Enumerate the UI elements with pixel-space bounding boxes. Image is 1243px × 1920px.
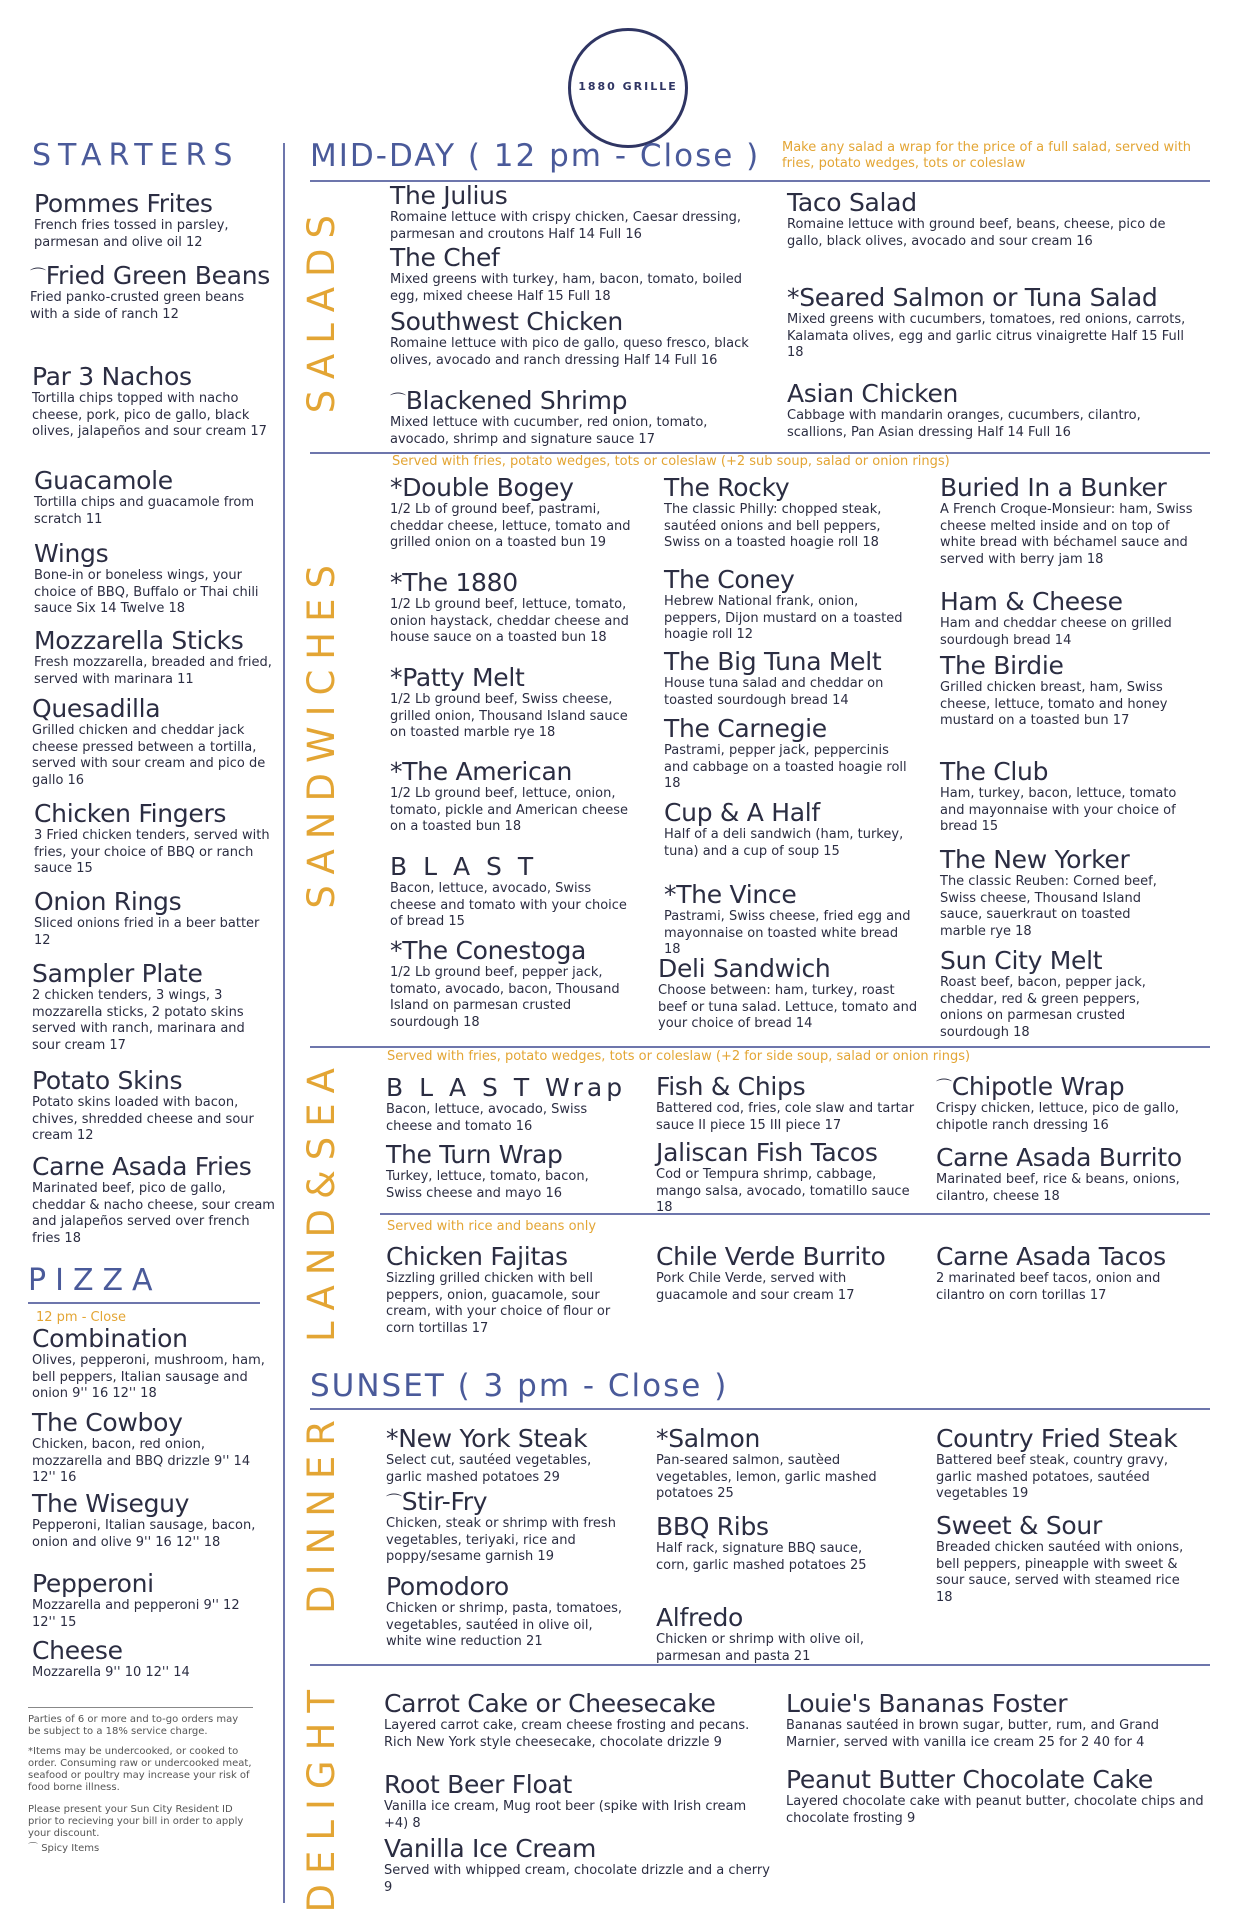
landsea-rule [310, 1046, 1210, 1048]
starters-item [32, 363, 272, 441]
item-name [386, 1141, 626, 1169]
item-name [786, 1766, 1206, 1794]
item-description: Select cut, sautéed vegetables, garlic mashed potatoes 29 [386, 1453, 592, 1485]
starters-item [32, 695, 272, 789]
salads-item [390, 182, 780, 243]
item-name-text: Mozzarella Sticks [34, 626, 244, 655]
dinner-item [386, 1425, 626, 1486]
item-description: Bacon, lettuce, avocado, Swiss cheese and tomato with your choice of bread 15 [390, 881, 627, 930]
item-name [936, 1073, 1186, 1101]
sandwiches-item [664, 881, 914, 959]
item-name-text: Carne Asada Fries [32, 1152, 252, 1181]
pizza-underline [28, 1302, 260, 1304]
item-description: 1/2 Lb of ground beef, pastrami, cheddar cheese, lettuce, tomato and grilled onion on a toasted bun 19 [390, 502, 631, 551]
sandwiches-item [664, 715, 914, 793]
item-description: 1/2 Lb ground beef, pepper jack, tomato, avocado, bacon, Thousand Island on parmesan crusted sourdough 18 [390, 965, 620, 1030]
landsea-item [386, 1141, 626, 1202]
sandwiches-item [664, 648, 924, 709]
item-name [32, 1153, 282, 1181]
sandwiches-item [664, 474, 914, 552]
item-description: A French Croque-Monsieur: ham, Swiss cheese melted inside and on top of white bread with béchamel sauce and served with berry jam 18 [940, 502, 1193, 567]
delight-rule [310, 1664, 1210, 1666]
item-name-text: Pomodoro [386, 1572, 509, 1601]
item-name [34, 888, 264, 916]
logo-text: 1880 GRILLE [578, 80, 678, 93]
item-name [386, 1243, 636, 1271]
item-name-text: *Patty Melt [390, 663, 525, 692]
item-name [34, 190, 264, 218]
midday-note: Make any salad a wrap for the price of a full salad, served with fries, potato wedges, tots or coleslaw [782, 140, 1192, 171]
starters-item [34, 627, 274, 688]
landsea-item [386, 1074, 626, 1135]
item-name-text: The Wiseguy [32, 1489, 190, 1518]
dinner-item [656, 1513, 896, 1574]
item-name [32, 1570, 262, 1598]
item-name-text: The Carnegie [664, 714, 827, 743]
item-description: Mixed greens with turkey, ham, bacon, tomato, boiled egg, mixed cheese Half 15 Full 18 [390, 272, 743, 304]
sandwiches-label: SANDWICHES [300, 555, 343, 909]
sandwiches-item [658, 955, 918, 1033]
item-name-text: The Turn Wrap [386, 1140, 563, 1169]
item-name [936, 1144, 1206, 1172]
item-description: Bananas sautéed in brown sugar, butter, rum, and Grand Marnier, served with vanilla ice cream 25 for 2 40 for 4 [786, 1718, 1160, 1750]
starters-heading: STARTERS [32, 138, 240, 173]
salads-item [787, 189, 1177, 250]
item-description: Served with whipped cream, chocolate drizzle and a cherry 9 [384, 1863, 770, 1895]
footnote-service-charge: Parties of 6 or more and to-go orders may be subject to a 18% service charge. [28, 1714, 239, 1737]
footnote-divider [28, 1707, 253, 1708]
dinner-item [386, 1488, 626, 1566]
item-description: Tortilla chips topped with nacho cheese, pork, pico de gallo, black olives, jalapeños and sour cream 17 [32, 391, 267, 440]
landsea-item [936, 1243, 1196, 1304]
starters-item [34, 540, 274, 618]
pizza-item [32, 1637, 262, 1682]
sandwiches-item [664, 566, 904, 644]
item-name-text: Potato Skins [32, 1066, 183, 1095]
item-name [656, 1243, 916, 1271]
item-name [390, 664, 630, 692]
item-name-text: B L A S T Wrap [386, 1073, 627, 1102]
sandwiches-item [390, 474, 640, 552]
sandwiches-item [940, 474, 1200, 568]
item-name-text: Deli Sandwich [658, 954, 831, 983]
item-description: Mozzarella 9'' 10 12'' 14 [32, 1665, 190, 1680]
dinner-item [936, 1512, 1196, 1606]
item-name-text: Chicken Fingers [34, 799, 227, 828]
item-description: Half of a deli sandwich (ham, turkey, tuna) and a cup of soup 15 [664, 827, 904, 859]
item-name-text: The Julius [390, 181, 508, 210]
item-description: Breaded chicken sautéed with onions, bell peppers, pineapple with sweet & sour sauce, served with steamed rice 18 [936, 1540, 1184, 1605]
sandwiches-item [390, 937, 630, 1031]
sandwiches-item [664, 799, 904, 860]
item-name-text: *Double Bogey [390, 473, 574, 502]
item-name [384, 1690, 774, 1718]
item-description: Olives, pepperoni, mushroom, ham, bell peppers, Italian sausage and onion 9'' 16 12'' 18 [32, 1353, 265, 1402]
delight-item [384, 1771, 774, 1832]
dinner-label: DINNER [300, 1410, 343, 1614]
item-description: House tuna salad and cheddar on toasted sourdough bread 14 [664, 676, 884, 708]
item-name [664, 566, 904, 594]
dinner-item [656, 1604, 906, 1665]
item-name-text: The New Yorker [940, 845, 1130, 874]
item-name [940, 588, 1180, 616]
salads-label: SALADS [300, 205, 343, 414]
item-name-text: Louie's Bananas Foster [786, 1689, 1068, 1718]
item-name [386, 1425, 626, 1453]
item-name-text: The Club [940, 757, 1049, 786]
sandwiches-item [390, 758, 630, 836]
item-name [34, 627, 274, 655]
item-description: Sizzling grilled chicken with bell peppers, onion, guacamole, sour cream, with your choice of flour or corn tortillas 17 [386, 1271, 611, 1336]
chili-icon: ⌒ [386, 1492, 402, 1511]
item-name-text: Cheese [32, 1636, 123, 1665]
item-description: Pepperoni, Italian sausage, bacon, onion and olive 9'' 16 12'' 18 [32, 1518, 256, 1550]
item-name [656, 1073, 916, 1101]
item-name [390, 308, 750, 336]
column-divider [283, 143, 285, 1903]
item-name [656, 1604, 906, 1632]
item-name-text: Buried In a Bunker [940, 473, 1167, 502]
item-name [390, 853, 630, 881]
item-description: Romaine lettuce with crispy chicken, Caesar dressing, parmesan and croutons Half 14 Full 16 [390, 210, 742, 242]
item-name [940, 947, 1180, 975]
sandwiches-item [940, 588, 1180, 649]
starters-item [34, 800, 274, 878]
logo [568, 28, 688, 148]
item-name-text: *The Conestoga [390, 936, 587, 965]
item-name-text: *The American [390, 757, 573, 786]
footnote-resident-id: Please present your Sun City Resident ID prior to recieving your bill in order to apply your discount. [28, 1804, 244, 1839]
item-description: 1/2 Lb ground beef, lettuce, onion, tomato, pickle and American cheese on a toasted bun 18 [390, 786, 629, 835]
item-description: 1/2 Lb ground beef, Swiss cheese, grilled onion, Thousand Island sauce on toasted marble rye 18 [390, 692, 628, 741]
item-name [940, 758, 1180, 786]
item-name-text: *New York Steak [386, 1424, 588, 1453]
footnote-spicy [28, 1843, 99, 1855]
pizza-heading: PIZZA [28, 1263, 162, 1298]
item-name [936, 1425, 1206, 1453]
item-description: Mozzarella and pepperoni 9'' 12 12'' 15 [32, 1598, 240, 1630]
item-name-text: B L A S T [390, 852, 538, 881]
chili-icon: ⌒ [28, 1843, 42, 1854]
sandwiches-item [390, 664, 630, 742]
item-name-text: *Salmon [656, 1424, 761, 1453]
delight-item [384, 1690, 774, 1751]
item-name [384, 1771, 774, 1799]
item-name-text: The Birdie [940, 651, 1064, 680]
dinner-item [656, 1425, 906, 1503]
item-description: Ham, turkey, bacon, lettuce, tomato and mayonnaise with your choice of bread 15 [940, 786, 1177, 835]
item-name-text: Ham & Cheese [940, 587, 1123, 616]
starters-item [34, 467, 264, 528]
delight-item [786, 1766, 1206, 1827]
salads-item [390, 387, 750, 448]
landsea-item [936, 1073, 1186, 1134]
landsea-item [656, 1073, 916, 1134]
item-name-text: Blackened Shrimp [405, 386, 628, 415]
item-name-text: Vanilla Ice Cream [384, 1834, 597, 1863]
item-name-text: The Chef [390, 243, 500, 272]
item-name-text: Combination [32, 1324, 188, 1353]
item-name [390, 937, 630, 965]
item-description: 2 marinated beef tacos, onion and cilantro on corn torillas 17 [936, 1271, 1161, 1303]
item-name-text: Chicken Fajitas [386, 1242, 568, 1271]
footnote-spicy-label: Spicy Items [41, 1843, 100, 1854]
salads-item [787, 284, 1187, 362]
sunset-rule [310, 1408, 1210, 1410]
landsea-note: Served with fries, potato wedges, tots or coleslaw (+2 for side soup, salad or onion rings) [387, 1049, 971, 1064]
salads-item [390, 244, 750, 305]
footnote-undercooked: *Items may be undercooked, or cooked to order. Consuming raw or undercooked meat, seafood or poultry may increase your risk of food borne illness. [28, 1746, 252, 1793]
starters-item [32, 960, 272, 1054]
landsea-label: LAND&SEA [300, 1058, 343, 1342]
sandwiches-item [940, 758, 1180, 836]
pizza-item [32, 1409, 262, 1487]
item-description: 2 chicken tenders, 3 wings, 3 mozzarella sticks, 2 potato skins served with ranch, marinara and sour cream 17 [32, 988, 245, 1053]
starters-item [30, 261, 270, 323]
item-name-text: Carne Asada Burrito [936, 1143, 1182, 1172]
item-name [32, 1637, 262, 1665]
salads-item [390, 308, 750, 369]
item-name [390, 244, 750, 272]
item-description: Layered chocolate cake with peanut butter, chocolate chips and chocolate frosting 9 [786, 1794, 1204, 1826]
item-description: The classic Philly: chopped steak, sautéed onions and bell peppers, Swiss on a toasted hoagie roll 18 [664, 502, 882, 551]
item-description: Battered beef steak, country gravy, garlic mashed potatoes, sautéed vegetables 19 [936, 1453, 1169, 1502]
item-description: Turkey, lettuce, tomato, bacon, Swiss cheese and mayo 16 [386, 1169, 589, 1201]
item-name-text: Cup & A Half [664, 798, 820, 827]
item-name-text: Sun City Melt [940, 946, 1103, 975]
item-name [658, 955, 918, 983]
item-name [386, 1573, 626, 1601]
item-name-text: Pepperoni [32, 1569, 154, 1598]
item-name [34, 467, 264, 495]
item-name [787, 380, 1187, 408]
item-description: Marinated beef, pico de gallo, cheddar & nacho cheese, sour cream and jalapeños served over french fries 18 [32, 1181, 275, 1246]
sandwiches-item [390, 853, 630, 931]
item-name [390, 569, 630, 597]
item-description: Bone-in or boneless wings, your choice of BBQ, Buffalo or Thai chili sauce Six 14 Twelve 18 [34, 568, 259, 617]
item-name [32, 363, 272, 391]
item-name-text: Root Beer Float [384, 1770, 572, 1799]
item-name-text: Peanut Butter Chocolate Cake [786, 1765, 1153, 1794]
item-description: Pork Chile Verde, served with guacamole and sour cream 17 [656, 1271, 855, 1303]
item-name-text: Guacamole [34, 466, 173, 495]
item-description: Chicken or shrimp with olive oil, parmesan and pasta 21 [656, 1632, 864, 1664]
item-name-text: Onion Rings [34, 887, 182, 916]
item-name-text: The Coney [664, 565, 795, 594]
item-name-text: Taco Salad [787, 188, 917, 217]
item-name-text: Asian Chicken [787, 379, 959, 408]
item-name [384, 1835, 774, 1863]
item-name [786, 1690, 1206, 1718]
item-name-text: The Rocky [664, 473, 790, 502]
item-name-text: Sweet & Sour [936, 1511, 1102, 1540]
item-description: Chicken, steak or shrimp with fresh vegetables, teriyaki, rice and poppy/sesame garnish 19 [386, 1516, 616, 1565]
midday-heading: MID-DAY ( 12 pm - Close ) [310, 138, 761, 174]
item-name [787, 189, 1177, 217]
item-name [656, 1425, 906, 1453]
item-description: Crispy chicken, lettuce, pico de gallo, chipotle ranch dressing 16 [936, 1101, 1180, 1133]
item-description: Hebrew National frank, onion, peppers, Dijon mustard on a toasted hoagie roll 12 [664, 594, 903, 643]
starters-item [32, 1153, 282, 1247]
item-name-text: Stir-Fry [401, 1487, 488, 1516]
pizza-item [32, 1570, 262, 1631]
item-name [664, 715, 914, 743]
item-name-text: *The 1880 [390, 568, 518, 597]
item-description: Half rack, signature BBQ sauce, corn, garlic mashed potatoes 25 [656, 1541, 867, 1573]
item-name-text: Quesadilla [32, 694, 161, 723]
item-description: 1/2 Lb ground beef, lettuce, tomato, onion haystack, cheddar cheese and house sauce on a toasted bun 18 [390, 597, 629, 646]
item-description: Fresh mozzarella, breaded and fried, served with marinara 11 [34, 655, 272, 687]
item-name-text: The Cowboy [32, 1408, 183, 1437]
item-description: Pastrami, pepper jack, peppercinis and cabbage on a toasted hoagie roll 18 [664, 743, 907, 792]
item-description: Roast beef, bacon, pepper jack, cheddar, red & green peppers, onions on parmesan crusted sourdough 18 [940, 975, 1146, 1040]
item-name [32, 1409, 262, 1437]
pizza-note: 12 pm - Close [36, 1310, 126, 1325]
item-description: 3 Fried chicken tenders, served with fries, your choice of BBQ or ranch sauce 15 [34, 828, 270, 877]
item-name-text: Sampler Plate [32, 959, 203, 988]
sunset-heading: SUNSET ( 3 pm - Close ) [310, 1368, 729, 1404]
item-name-text: Chile Verde Burrito [656, 1242, 886, 1271]
item-name [34, 540, 274, 568]
item-name [664, 799, 904, 827]
item-description: Cabbage with mandarin oranges, cucumbers, cilantro, scallions, Pan Asian dressing Half 14 Full 16 [787, 408, 1141, 440]
item-name [386, 1488, 626, 1516]
item-name [390, 387, 750, 415]
delight-item [384, 1835, 774, 1896]
delight-item [786, 1690, 1206, 1751]
item-description: Sliced onions fried in a beer batter 12 [34, 916, 260, 948]
landsea-item [386, 1243, 636, 1337]
dinner-item [386, 1573, 626, 1651]
item-name [390, 758, 630, 786]
chili-icon: ⌒ [30, 266, 46, 285]
item-name [940, 652, 1180, 680]
item-name [940, 474, 1200, 502]
item-name [390, 474, 640, 502]
item-description: Tortilla chips and guacamole from scratch 11 [34, 495, 254, 527]
item-description: Pan-seared salmon, sautèed vegetables, lemon, garlic mashed potatoes 25 [656, 1453, 877, 1502]
landsea-item [656, 1139, 916, 1217]
item-description: Chicken or shrimp, pasta, tomatoes, vegetables, sautéed in olive oil, white wine reduction 21 [386, 1601, 623, 1650]
item-description: Grilled chicken and cheddar jack cheese pressed between a tortilla, served with sour cream and pico de gallo 16 [32, 723, 266, 788]
item-description: Romaine lettuce with ground beef, beans, cheese, pico de gallo, black olives, avocado and sour cream 16 [787, 217, 1166, 249]
landsea-item [656, 1243, 916, 1304]
sandwiches-note: Served with fries, potato wedges, tots or coleslaw (+2 sub soup, salad or onion rings) [392, 454, 950, 469]
item-name-text: Chipotle Wrap [951, 1072, 1125, 1101]
item-name [32, 695, 272, 723]
item-description: Ham and cheddar cheese on grilled sourdough bread 14 [940, 616, 1172, 648]
landsea-item [936, 1144, 1206, 1205]
item-name [787, 284, 1187, 312]
item-name-text: Country Fried Steak [936, 1424, 1178, 1453]
item-name-text: *The Vince [664, 880, 797, 909]
salads-item [787, 380, 1187, 441]
item-name [390, 182, 780, 210]
item-name-text: Alfredo [656, 1603, 744, 1632]
item-name-text: Fried Green Beans [45, 261, 270, 290]
item-name-text: Pommes Frites [34, 189, 213, 218]
item-description: Fried panko-crusted green beans with a side of ranch 12 [30, 290, 245, 322]
item-description: Mixed greens with cucumbers, tomatoes, red onions, carrots, Kalamata olives, egg and garlic citrus vinaigrette Half 15 Full 18 [787, 312, 1186, 361]
dinner-item [936, 1425, 1206, 1503]
item-name [664, 881, 914, 909]
item-description: Layered carrot cake, cream cheese frosting and pecans. Rich New York style cheesecake, chocolate drizzle 9 [384, 1718, 750, 1750]
item-description: Cod or Tempura shrimp, cabbage, mango salsa, avocado, tomatillo sauce 18 [656, 1167, 910, 1216]
item-description: Pastrami, Swiss cheese, fried egg and mayonnaise on toasted white bread 18 [664, 909, 911, 958]
item-description: The classic Reuben: Corned beef, Swiss cheese, Thousand Island sauce, sauerkraut on toasted marble rye 18 [940, 874, 1157, 939]
item-name [32, 1325, 272, 1353]
item-description: Potato skins loaded with bacon, chives, shredded cheese and sour cream 12 [32, 1095, 254, 1144]
item-name [936, 1512, 1196, 1540]
item-name-text: Wings [34, 539, 109, 568]
item-name-text: Par 3 Nachos [32, 362, 192, 391]
item-name [34, 800, 274, 828]
item-description: Romaine lettuce with pico de gallo, queso fresco, black olives, avocado and ranch dressing Half 14 Full 16 [390, 336, 749, 368]
sandwiches-item [940, 947, 1180, 1041]
item-name-text: Jaliscan Fish Tacos [656, 1138, 878, 1167]
item-name-text: The Big Tuna Melt [664, 647, 882, 676]
item-description: Bacon, lettuce, avocado, Swiss cheese and tomato 16 [386, 1102, 588, 1134]
delight-label: DELIGHT [300, 1680, 343, 1913]
landsea-note2: Served with rice and beans only [387, 1219, 597, 1234]
item-name [32, 1490, 262, 1518]
item-description: Marinated beef, rice & beans, onions, cilantro, cheese 18 [936, 1172, 1180, 1204]
sandwiches-item [940, 652, 1180, 730]
starters-item [32, 1067, 272, 1145]
item-name [32, 1067, 272, 1095]
item-name-text: Southwest Chicken [390, 307, 623, 336]
item-description: Chicken, bacon, red onion, mozzarella and BBQ drizzle 9'' 14 12'' 16 [32, 1437, 251, 1486]
item-name-text: *Seared Salmon or Tuna Salad [787, 283, 1158, 312]
item-name [32, 960, 272, 988]
sandwiches-item [940, 846, 1180, 940]
pizza-item [32, 1325, 272, 1403]
sandwiches-item [390, 569, 630, 647]
chili-icon: ⌒ [390, 391, 406, 410]
item-name [656, 1139, 916, 1167]
starters-item [34, 888, 264, 949]
item-name [664, 648, 924, 676]
item-name-text: Fish & Chips [656, 1072, 806, 1101]
item-name-text: Carrot Cake or Cheesecake [384, 1689, 716, 1718]
item-description: French fries tossed in parsley, parmesan and olive oil 12 [34, 218, 229, 250]
item-description: Grilled chicken breast, ham, Swiss cheese, lettuce, tomato and honey mustard on a toasted bun 17 [940, 680, 1168, 729]
item-description: Vanilla ice cream, Mug root beer (spike with Irish cream +4) 8 [384, 1799, 747, 1831]
item-name-text: BBQ Ribs [656, 1512, 769, 1541]
item-name [386, 1074, 626, 1102]
item-description: Choose between: ham, turkey, roast beef or tuna salad. Lettuce, tomato and your choice of bread 14 [658, 983, 918, 1032]
item-name [30, 261, 270, 290]
item-name [664, 474, 914, 502]
item-description: Mixed lettuce with cucumber, red onion, tomato, avocado, shrimp and signature sauce 17 [390, 415, 708, 447]
item-name [936, 1243, 1196, 1271]
pizza-item [32, 1490, 262, 1551]
item-name [656, 1513, 896, 1541]
item-description: Battered cod, fries, cole slaw and tartar sauce II piece 15 III piece 17 [656, 1101, 915, 1133]
item-name [940, 846, 1180, 874]
starters-item [34, 190, 264, 251]
item-name-text: Carne Asada Tacos [936, 1242, 1166, 1271]
chili-icon: ⌒ [936, 1077, 952, 1096]
